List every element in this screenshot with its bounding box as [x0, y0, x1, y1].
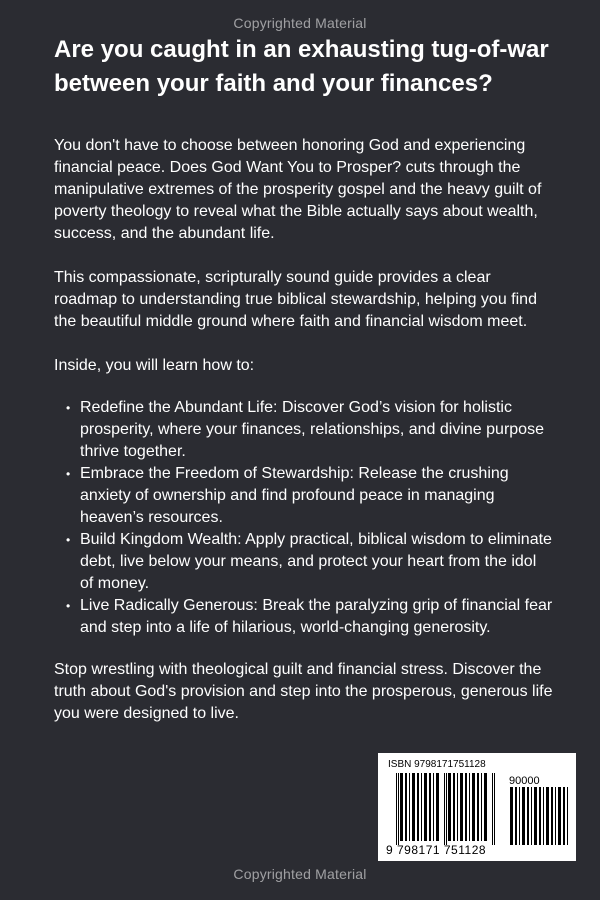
list-item-text: Build Kingdom Wealth: Apply practical, biblical wisdom to eliminate debt, live below your means, and protect your heart from the idol of money. [80, 531, 552, 592]
watermark-bottom: Copyrighted Material [233, 866, 367, 882]
list-item [66, 595, 554, 639]
intro-paragraph: You don't have to choose between honoring God and experiencing financial peace. Does God Want You to Prosper? cuts through the manipulative extremes of the prosperity gospel and the heavy guilt of poverty theology to reveal what the Bible actually says about wealth, success, and the abundant life. [54, 137, 542, 242]
bullet-icon: • [66, 533, 71, 547]
watermark-top: Copyrighted Material [233, 15, 367, 31]
list-item-text: Embrace the Freedom of Stewardship: Release the crushing anxiety of ownership and find profound peace in managing heaven’s resources. [80, 465, 509, 526]
bullet-icon: • [66, 467, 71, 481]
back-cover-text [54, 33, 554, 725]
inside-intro: Inside, you will learn how to: [54, 357, 255, 374]
list-item-text: Live Radically Generous: Break the paralyzing grip of financial fear and step into a life of hilarious, world-changing generosity. [80, 597, 553, 636]
isbn-barcode [378, 753, 576, 861]
isbn-digits: 9 798171 751128 [386, 843, 487, 857]
list-item [66, 529, 554, 595]
bullet-icon: • [66, 401, 71, 415]
guide-paragraph: This compassionate, scripturally sound guide provides a clear roadmap to understanding true biblical stewardship, helping you find the beautiful middle ground where faith and financial wisdom meet. [54, 269, 537, 330]
list-item [66, 463, 554, 529]
list-item-text: Redefine the Abundant Life: Discover God’s vision for holistic prosperity, where your finances, relationships, and divine purpose thrive together. [80, 399, 544, 460]
list-item [66, 397, 554, 463]
learning-list [54, 397, 554, 639]
bullet-icon: • [66, 599, 71, 613]
closing-paragraph: Stop wrestling with theological guilt and financial stress. Discover the truth about God's provision and step into the prosperous, generous life you were designed to live. [54, 661, 553, 722]
price-code: 90000 [509, 775, 540, 787]
headline: Are you caught in an exhausting tug-of-war between your faith and your finances? [54, 36, 549, 97]
isbn-label: ISBN 9798171751128 [388, 759, 486, 770]
